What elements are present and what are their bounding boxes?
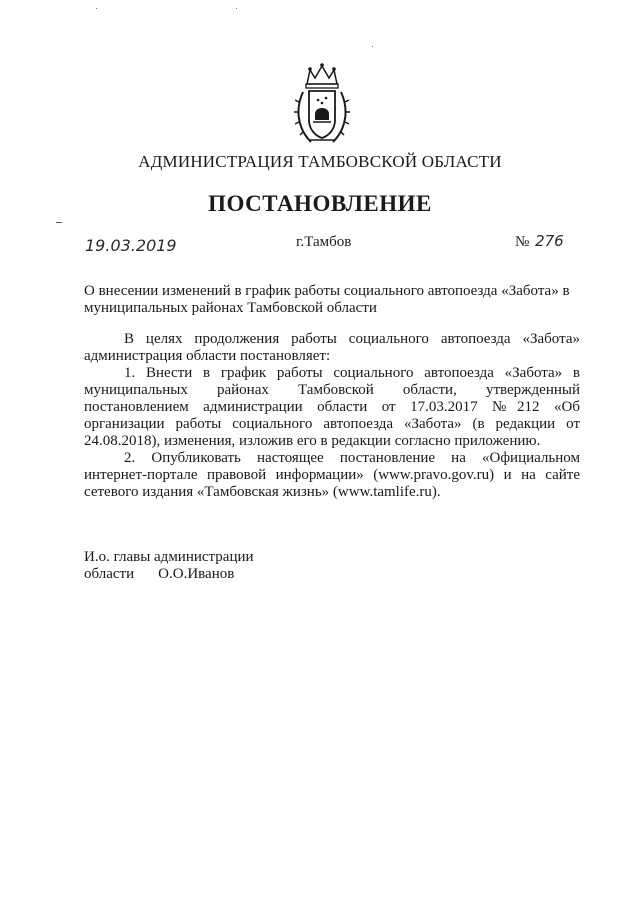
item-1-paragraph: 1. Внести в график работы социального автопоезда «Забота» в муниципальных районах Тамбовской области, утвержденный постановлением администрации области от 17.03.2017 №212 «Об организации работы социального автопоезда «Забота» (в редакции от 24.08.2018), изменения, изложив его в редакции согласно приложению. — [84, 365, 580, 449]
document-date: 19.03.2019 — [85, 236, 177, 255]
document-subject: О внесении изменений в график работы социального автопоезда «Забота» в муниципальных районах Тамбовской области — [84, 283, 570, 316]
number-prefix: № — [515, 234, 530, 250]
scan-speck — [372, 46, 373, 47]
item-2-paragraph: 2. Опубликовать настоящее постановление на «Официальном интернет-портале правовой информации» (www.pravo.gov.ru) и на сайте сетевого издания «Тамбовская жизнь» (www.tamlife.ru). — [84, 450, 580, 500]
signature-position: И.о. главы администрации — [84, 549, 254, 565]
scan-speck — [236, 8, 237, 9]
signature-position-tail: области — [84, 566, 135, 582]
document-city: г.Тамбов — [296, 234, 352, 250]
signature-block — [84, 549, 254, 583]
scan-speck — [96, 8, 97, 9]
signature-line-2 — [84, 566, 254, 583]
coat-of-arms-icon — [293, 62, 351, 148]
number-value: 276 — [535, 232, 564, 250]
margin-mark — [56, 222, 62, 223]
preamble-paragraph: В целях продолжения работы социального автопоезда «Забота» администрация области постановляет: — [84, 331, 580, 364]
document-type-title: ПОСТАНОВЛЕНИЕ — [208, 191, 432, 216]
organization-title: АДМИНИСТРАЦИЯ ТАМБОВСКОЙ ОБЛАСТИ — [138, 152, 502, 171]
document-number — [515, 232, 564, 251]
document-body — [84, 331, 580, 501]
signatory-name: О.О.Иванов — [158, 566, 235, 582]
